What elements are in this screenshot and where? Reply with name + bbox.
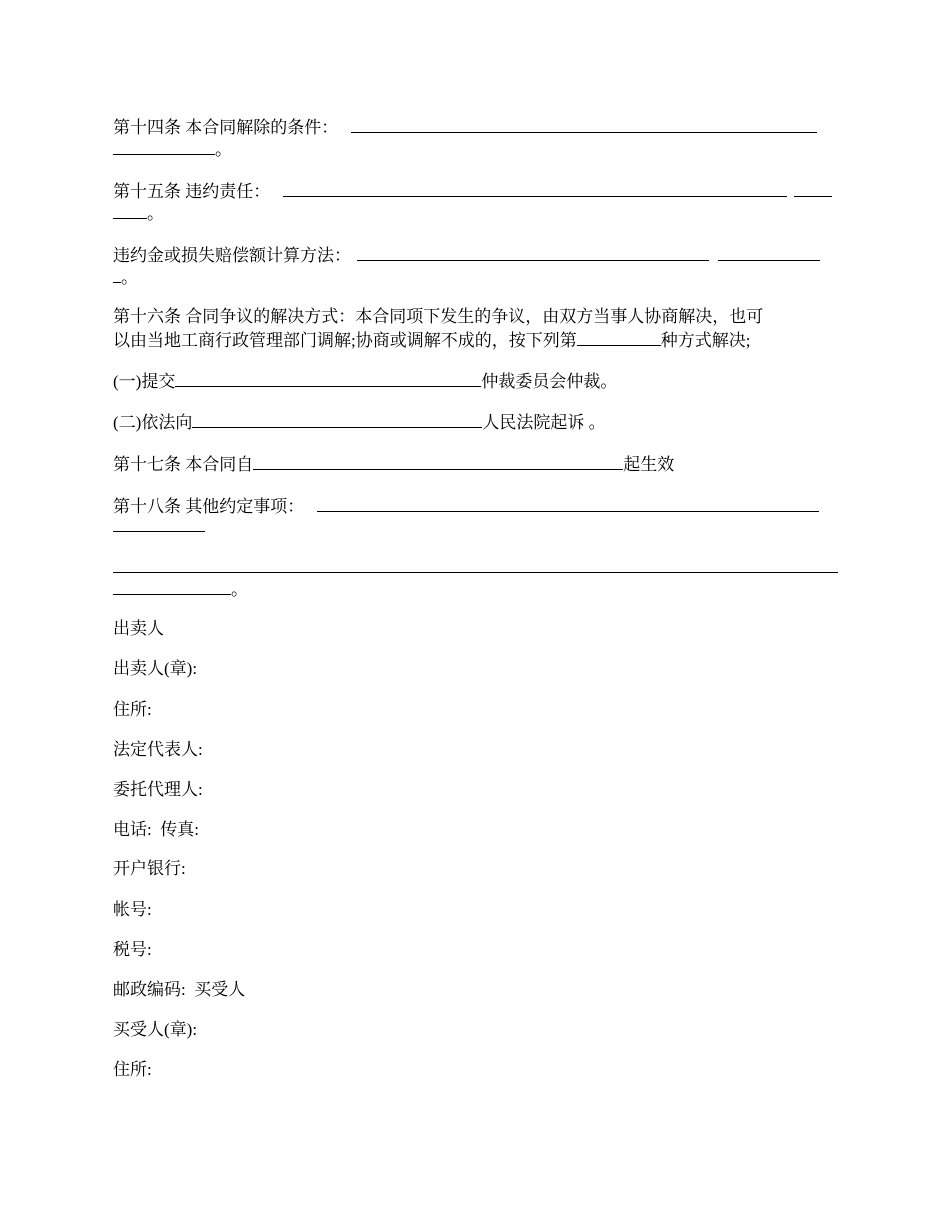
clause-14-line2 (113, 138, 232, 160)
clause-15-end: 。 (147, 204, 164, 223)
clause-16-text: 以由当地工商行政管理部门调解;协商或调解不成的，按下列第 (113, 331, 577, 350)
buyer-address: 住所: (113, 1060, 152, 1079)
option-2-post: 人民法院起诉 。 (482, 413, 606, 432)
clause-14-label: 第十四条 本合同解除的条件： (113, 118, 339, 137)
buyer-seal: 买受人(章): (113, 1020, 198, 1039)
seller-legal-rep: 法定代表人: (113, 740, 203, 759)
clause-18-label: 第十八条 其他约定事项： (113, 497, 305, 516)
clause-18-line3 (113, 556, 838, 578)
clause-15-blank-2 (794, 180, 832, 197)
clause-16-text-end: 种方式解决; (660, 331, 751, 350)
seller-phone-fax: 电话: 传真: (113, 820, 199, 839)
option-1-post: 仲裁委员会仲裁。 (481, 372, 618, 391)
clause-18-end: 。 (231, 580, 248, 599)
seller-address: 住所: (113, 700, 152, 719)
option-2-blank (192, 411, 482, 428)
penalty-end: 。 (121, 268, 138, 287)
clause-18-line4 (113, 578, 248, 600)
option-1-blank (175, 370, 481, 387)
seller-tax: 税号: (113, 940, 152, 959)
seller-bank: 开户银行: (113, 859, 186, 878)
clause-15-label: 第十五条 违约责任： (113, 182, 271, 201)
clause-17 (113, 453, 674, 475)
seller-seal: 出卖人(章): (113, 659, 198, 678)
option-2-pre: (二)依法向 (113, 413, 193, 432)
seller-agent: 委托代理人: (113, 780, 203, 799)
clause-14-blank-2 (113, 138, 215, 155)
penalty-line2 (113, 266, 138, 288)
clause-15-line1 (113, 180, 832, 202)
penalty-blank-1 (357, 244, 709, 261)
clause-14-line1 (113, 116, 817, 138)
seller-account: 帐号: (113, 900, 152, 919)
clause-17-post: 起生效 (623, 455, 675, 474)
clause-18-blank-2 (113, 515, 205, 532)
clause-18-line2 (113, 515, 205, 537)
clause-15-blank-1 (283, 180, 787, 197)
seller-postal-buyer: 邮政编码: 买受人 (113, 980, 246, 999)
option-2 (113, 411, 606, 433)
clause-18-blank-1 (317, 495, 819, 512)
penalty-label: 违约金或损失赔偿额计算方法： (113, 246, 351, 265)
option-1 (113, 370, 617, 392)
clause-18-blank-3 (113, 556, 838, 573)
penalty-line1 (113, 244, 820, 266)
clause-18-line1 (113, 495, 819, 517)
clause-17-blank (253, 453, 623, 470)
clause-15-blank-3 (113, 202, 147, 219)
penalty-blank-3 (113, 266, 121, 283)
clause-14-end: 。 (215, 140, 232, 159)
clause-17-pre: 第十七条 本合同自 (113, 455, 254, 474)
clause-18-blank-4 (113, 578, 231, 595)
clause-14-blank-1 (351, 116, 817, 133)
clause-16-blank (577, 329, 661, 346)
seller-heading: 出卖人 (113, 619, 164, 638)
option-1-pre: (一)提交 (113, 372, 176, 391)
clause-15-line2 (113, 202, 164, 224)
penalty-blank-2 (718, 244, 820, 261)
clause-16-line2 (113, 329, 750, 351)
clause-16-line1: 第十六条 合同争议的解决方式：本合同项下发生的争议，由双方当事人协商解决，也可 (113, 307, 764, 326)
